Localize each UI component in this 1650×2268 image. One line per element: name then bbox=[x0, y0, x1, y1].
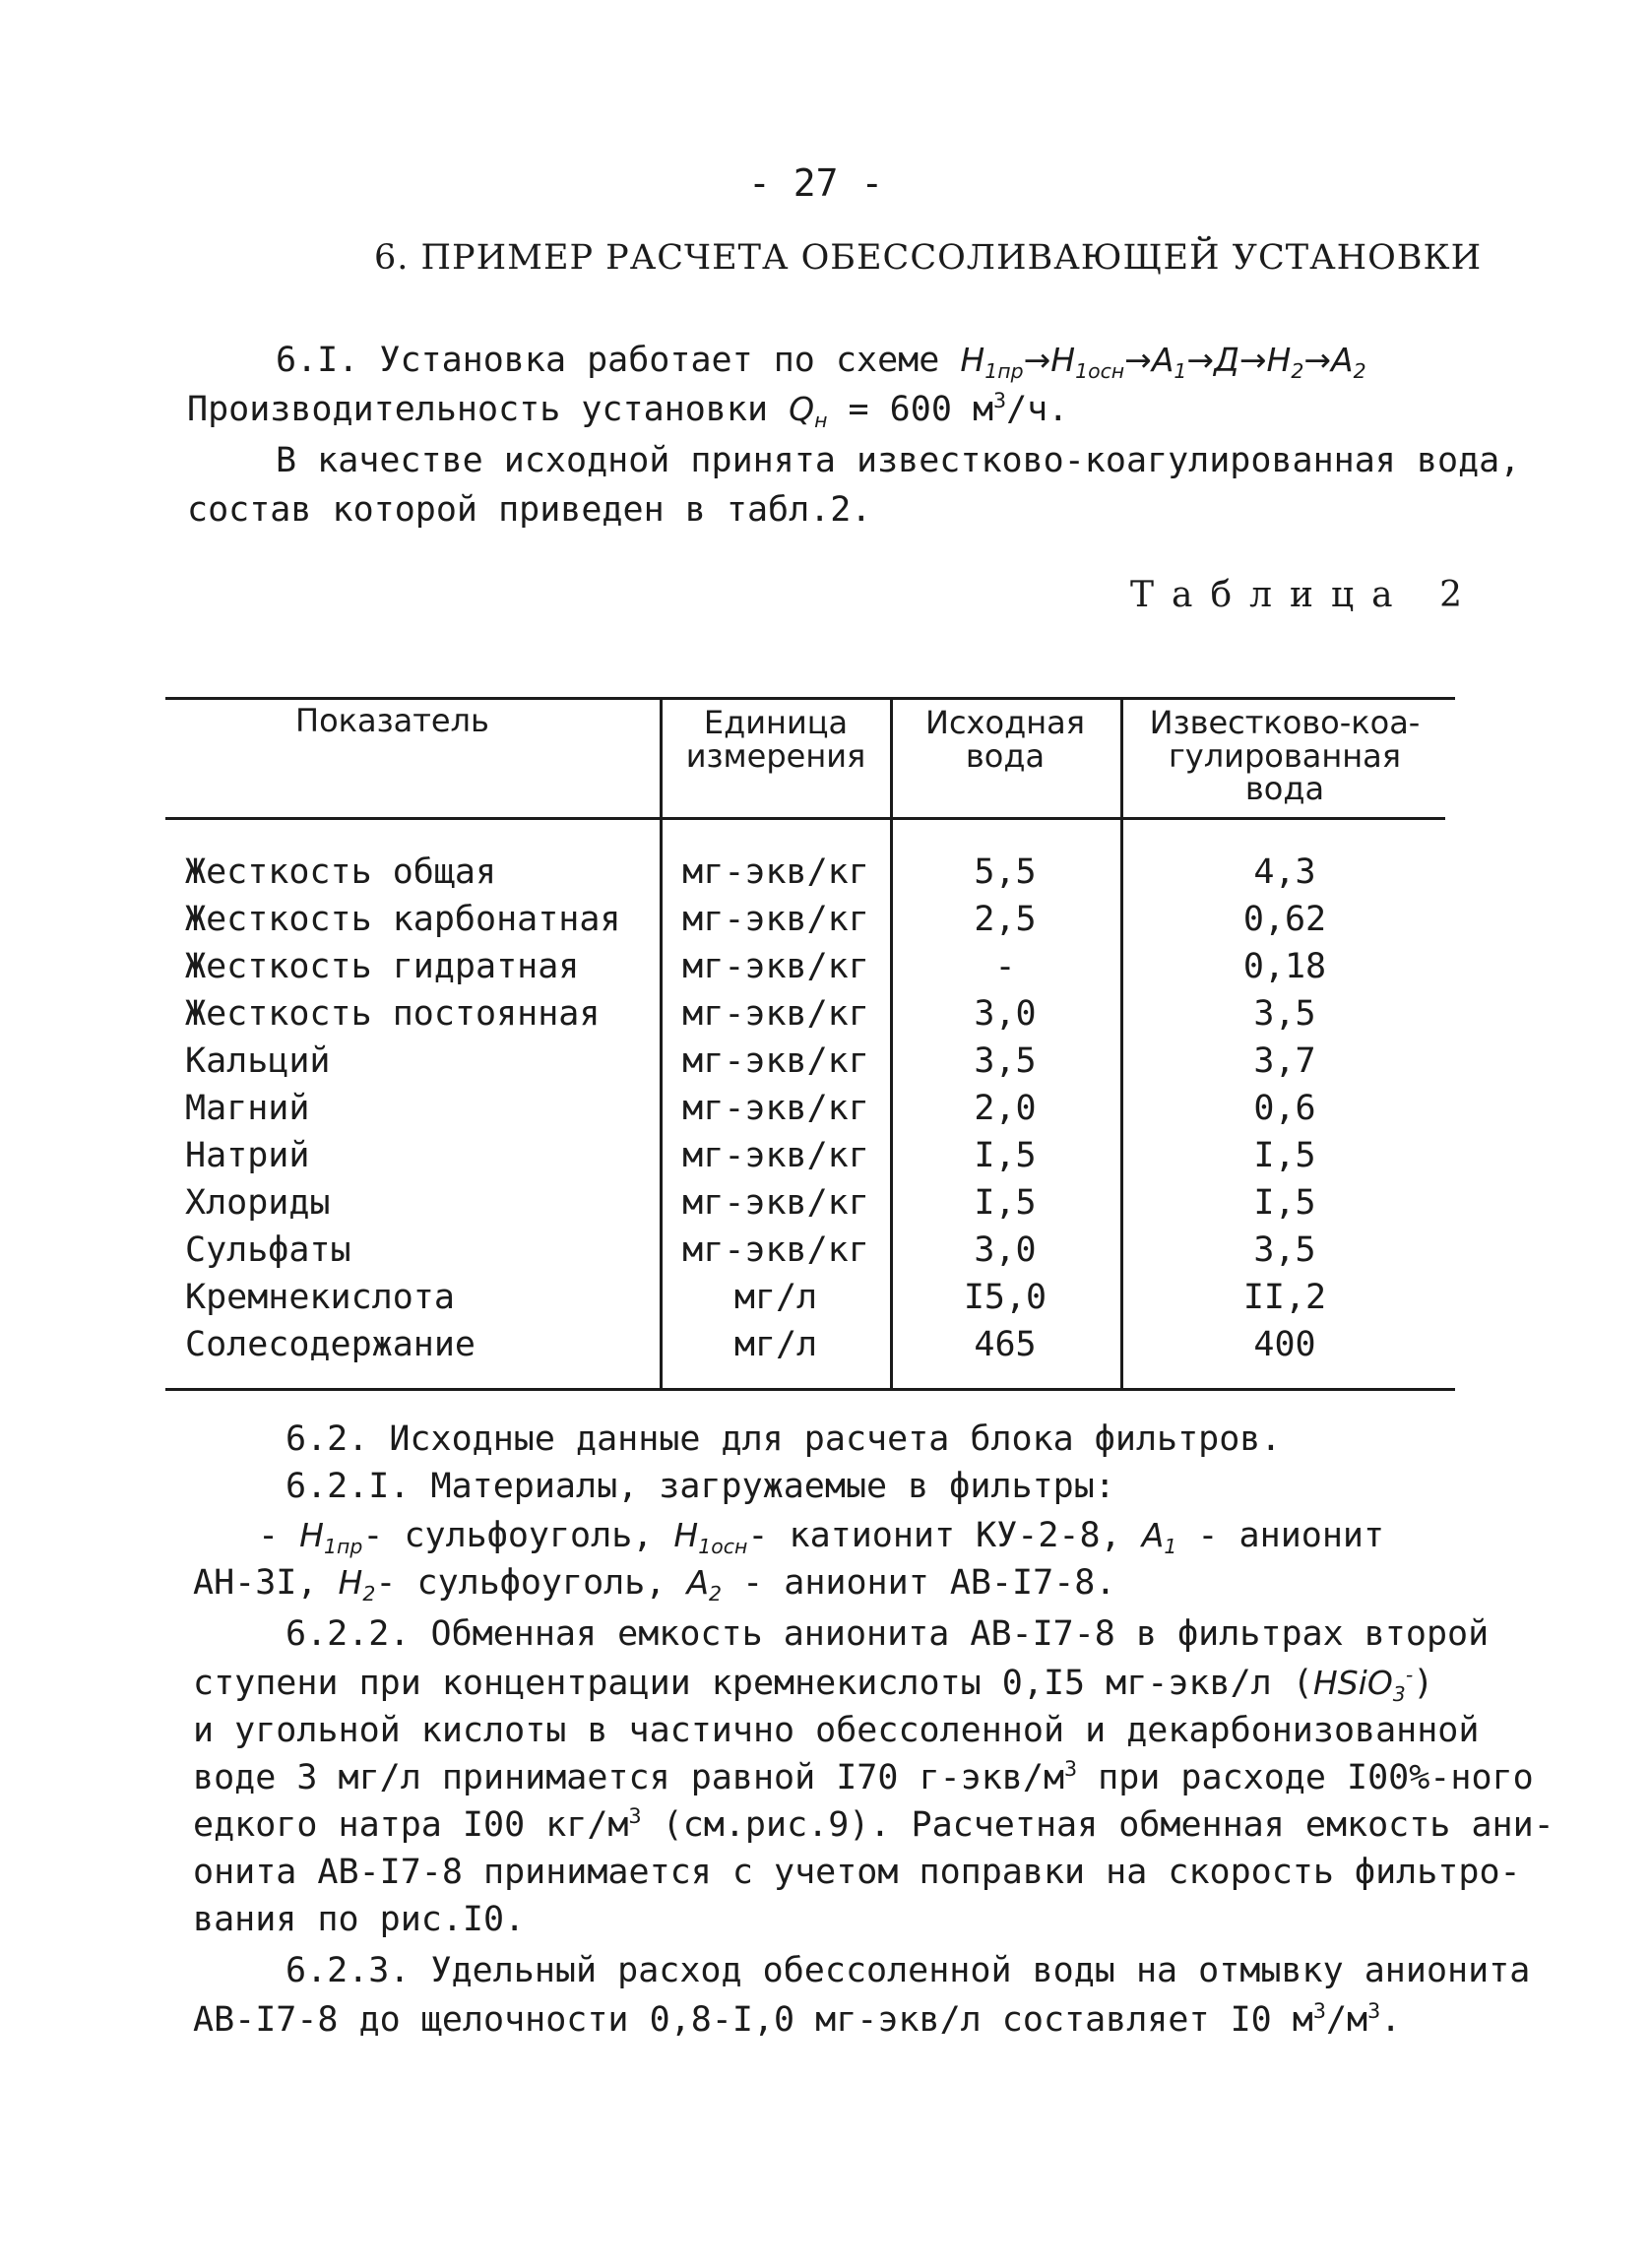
cell-indicator: Натрий bbox=[185, 1136, 310, 1175]
paragraph-6-2-line-7: и угольной кислоты в частично обессоленной и декарбонизованной bbox=[193, 1711, 1480, 1750]
q-symbol: $Q_н$ bbox=[789, 390, 828, 433]
cell-lime: 400 bbox=[1253, 1325, 1316, 1364]
header-lime-water: Известково-коа- гулированная вода bbox=[1149, 704, 1421, 808]
cell-lime: 0,62 bbox=[1242, 900, 1327, 939]
cell-unit: мг-экв/кг bbox=[682, 1183, 869, 1223]
table-row bbox=[0, 849, 1650, 896]
paragraph-6-2-line-12: 6.2.3. Удельный расход обессоленной воды на отмывку анионита bbox=[286, 1951, 1531, 1990]
table-row bbox=[0, 896, 1650, 943]
cell-source: 2,5 bbox=[974, 900, 1037, 939]
cell-source: 3,0 bbox=[974, 1230, 1037, 1270]
symbol-h1osn: $H_{1осн}$ bbox=[673, 1516, 748, 1559]
clause-text: Установка работает по схеме bbox=[379, 341, 940, 380]
table-row bbox=[0, 1132, 1650, 1179]
symbol-h2: $H_2$ bbox=[338, 1563, 376, 1606]
table-row bbox=[0, 1179, 1650, 1227]
cell-source: 465 bbox=[974, 1325, 1037, 1364]
table-top-rule bbox=[165, 697, 1455, 700]
cell-unit: мг-экв/кг bbox=[682, 994, 869, 1034]
symbol-h1pr: $H_{1пр}$ bbox=[299, 1516, 363, 1559]
cell-source: I,5 bbox=[974, 1183, 1037, 1223]
paragraph-6-1-line-3: В качестве исходной принята известково-коагулированная вода, bbox=[276, 441, 1521, 480]
cell-lime: 4,3 bbox=[1253, 852, 1316, 892]
clause-number: 6.I. bbox=[276, 341, 359, 380]
cell-unit: мг-экв/кг bbox=[682, 947, 869, 986]
cell-lime: I,5 bbox=[1253, 1136, 1316, 1175]
cell-indicator: Кальций bbox=[185, 1041, 331, 1081]
cell-lime: 0,18 bbox=[1242, 947, 1327, 986]
header-source-water: Исходная вода bbox=[925, 704, 1085, 775]
cell-lime: 3,5 bbox=[1253, 994, 1316, 1034]
cell-indicator: Магний bbox=[185, 1089, 310, 1128]
formula-hsio3: HSiO$_3$- bbox=[1312, 1663, 1414, 1707]
symbol-a1: $A_1$ bbox=[1141, 1516, 1177, 1559]
scheme-formula: $H_{1пр}\to H_{1осн}\to A_1\to Д\to H_2\to A_2$ bbox=[960, 341, 1366, 384]
cell-lime: 0,6 bbox=[1253, 1089, 1316, 1128]
paragraph-6-2-line-1: 6.2. Исходные данные для расчета блока фильтров. bbox=[286, 1419, 1282, 1459]
paragraph-6-2-line-3: - $H_{1пр}-$ сульфоуголь, $H_{1осн}-$ катионит КУ-2-8, $A_1$ - анионит bbox=[258, 1516, 1385, 1559]
cell-indicator: Жесткость карбонатная bbox=[185, 900, 621, 939]
paragraph-6-2-line-10: онита АВ-I7-8 принимается с учетом поправки на скорость фильтро- bbox=[193, 1853, 1521, 1892]
table-bottom-rule bbox=[165, 1388, 1455, 1391]
header-unit: Единица измерения bbox=[685, 704, 866, 775]
cell-source: 3,5 bbox=[974, 1041, 1037, 1081]
page-number: - 27 - bbox=[748, 161, 884, 205]
cell-source: 2,0 bbox=[974, 1089, 1037, 1128]
paragraph-6-2-line-4: АН-3I, $H_2-$ сульфоуголь, $A_2$ - анионит АВ-I7-8. bbox=[193, 1563, 1116, 1606]
cell-source: 5,5 bbox=[974, 852, 1037, 892]
cell-unit: мг-экв/кг bbox=[682, 1230, 869, 1270]
paragraph-6-2-line-11: вания по рис.I0. bbox=[193, 1900, 526, 1939]
table-header-rule bbox=[165, 817, 1445, 820]
table-row bbox=[0, 1321, 1650, 1368]
cell-indicator: Сульфаты bbox=[185, 1230, 351, 1270]
cell-lime: 3,5 bbox=[1253, 1230, 1316, 1270]
symbol-a2: $A_2$ bbox=[686, 1563, 723, 1606]
cell-source: - bbox=[994, 947, 1016, 986]
cell-indicator: Жесткость общая bbox=[185, 852, 497, 892]
cell-source: I5,0 bbox=[963, 1278, 1047, 1317]
paragraph-6-1-line-4: состав которой приведен в табл.2. bbox=[187, 490, 872, 530]
cell-indicator: Солесодержание bbox=[185, 1325, 476, 1364]
q-value: = 600 $м^3/ч$. bbox=[848, 388, 1069, 429]
cell-lime: 3,7 bbox=[1253, 1041, 1316, 1081]
table-label: Таблица 2 bbox=[1130, 575, 1480, 615]
cell-unit: мг-экв/кг bbox=[682, 852, 869, 892]
cell-unit: мг-экв/кг bbox=[682, 1136, 869, 1175]
cell-source: 3,0 bbox=[974, 994, 1037, 1034]
paragraph-6-2-line-13: АВ-I7-8 до щелочности 0,8-I,0 мг-экв/л составляет I0 $м^3/м^3$. bbox=[193, 1998, 1402, 2040]
paragraph-6-1-line-2 bbox=[187, 386, 1068, 434]
cell-indicator: Кремнекислота bbox=[185, 1278, 455, 1317]
cell-lime: II,2 bbox=[1242, 1278, 1327, 1317]
cell-indicator: Хлориды bbox=[185, 1183, 331, 1223]
table-row bbox=[0, 1227, 1650, 1274]
productivity-text: Производительность установки bbox=[187, 390, 769, 429]
table-row bbox=[0, 1085, 1650, 1132]
table-row bbox=[0, 1274, 1650, 1321]
cell-source: I,5 bbox=[974, 1136, 1037, 1175]
cell-unit: мг-экв/кг bbox=[682, 1041, 869, 1081]
table-row bbox=[0, 1038, 1650, 1085]
paragraph-6-1-line-1 bbox=[276, 337, 1366, 385]
cell-indicator: Жесткость гидратная bbox=[185, 947, 580, 986]
cell-lime: I,5 bbox=[1253, 1183, 1316, 1223]
table-row bbox=[0, 943, 1650, 990]
section-heading: 6. ПРИМЕР РАСЧЕТА ОБЕССОЛИВАЮЩЕЙ УСТАНОВКИ bbox=[374, 238, 1483, 278]
paragraph-6-2-line-2: 6.2.I. Материалы, загружаемые в фильтры: bbox=[286, 1467, 1115, 1506]
header-indicator: Показатель bbox=[295, 702, 489, 739]
cell-unit: мг-экв/кг bbox=[682, 1089, 869, 1128]
cell-indicator: Жесткость постоянная bbox=[185, 994, 601, 1034]
paragraph-6-2-line-5: 6.2.2. Обменная емкость анионита АВ-I7-8 в фильтрах второй bbox=[286, 1614, 1490, 1654]
paragraph-6-2-line-8: воде 3 мг/л принимается равной I70 $г-экв/м^3$ при расходе I00%-ного bbox=[193, 1756, 1534, 1797]
cell-unit: мг/л bbox=[733, 1278, 818, 1317]
cell-unit: мг-экв/кг bbox=[682, 900, 869, 939]
table-row bbox=[0, 990, 1650, 1038]
paragraph-6-2-line-9: едкого натра I00 $кг/м^3$ (см.рис.9). Расчетная обменная емкость ани- bbox=[193, 1803, 1555, 1845]
paragraph-6-2-line-6: ступени при концентрации кремнекислоты 0,I5 мг-экв/л (HSiO$_3$-) bbox=[193, 1663, 1434, 1707]
cell-unit: мг/л bbox=[733, 1325, 818, 1364]
